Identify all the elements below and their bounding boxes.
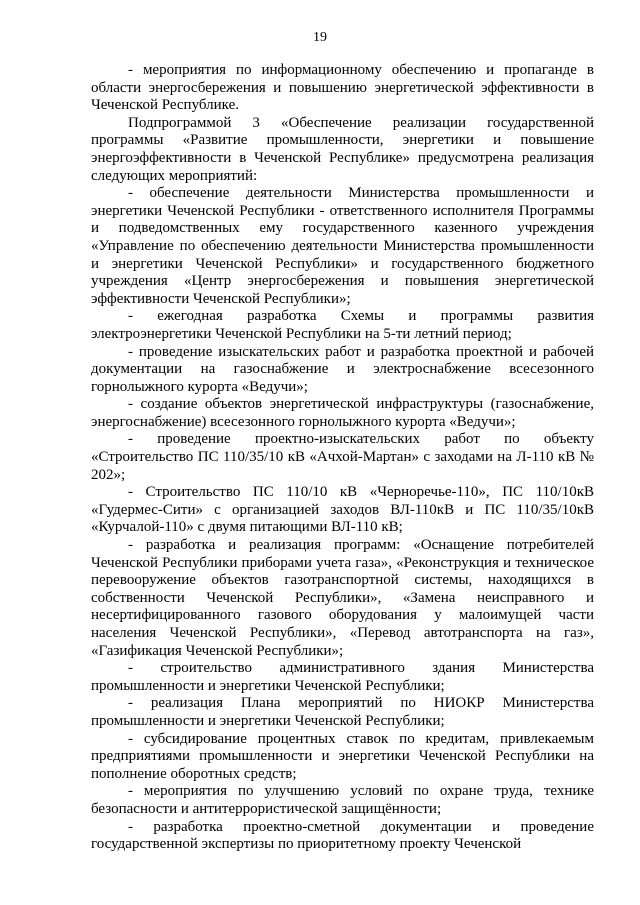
paragraph: - ежегодная разработка Схемы и программы развития электроэнергетики Чеченской Республики на 5-ти летний период; [91,308,594,342]
paragraph: - создание объектов энергетической инфраструктуры (газоснабжение, энергоснабжение) всесезонного горнолыжного курорта «Ведучи»; [91,396,594,430]
paragraph: - реализация Плана мероприятий по НИОКР Министерства промышленности и энергетики Чеченской Республики; [91,695,594,729]
document-body [91,62,594,854]
paragraph: - субсидирование процентных ставок по кредитам, привлекаемым предприятиями промышленности и энергетики Чеченской Республики на пополнение оборотных средств; [91,730,594,782]
paragraph: - мероприятия по улучшению условий по охране труда, технике безопасности и антитеррористической защищённости; [91,783,594,817]
paragraph: - проведение изыскательских работ и разработка проектной и рабочей документации на газоснабжение и электроснабжение всесезонного горнолыжного курорта «Ведучи»; [91,343,594,395]
page-number: 19 [313,30,327,45]
paragraph: - строительство административного здания Министерства промышленности и энергетики Чеченской Республики; [91,660,594,694]
paragraph: Подпрограммой 3 «Обеспечение реализации государственной программы «Развитие промышленности, энергетики и повышение энергоэффективности в Чеченской Республике» предусмотрена реализация следующих мероприятий: [91,114,594,184]
paragraph: - обеспечение деятельности Министерства промышленности и энергетики Чеченской Республики - ответственного исполнителя Программы и подведомственных ему государственного казенного учреждения «Управление по обеспечению деятельности Министерства промышленности и энергетики Чеченской Республики» и государственного бюджетного учреждения «Центр энергосбережения и повышения энергетической эффективности Чеченской Республики»; [91,185,594,307]
paragraph: - проведение проектно-изыскательских работ по объекту «Строительство ПС 110/35/10 кВ «Ачхой-Мартан» с заходами на Л-110 кВ № 202»; [91,431,594,483]
paragraph: - разработка и реализация программ: «Оснащение потребителей Чеченской Республики приборами учета газа», «Реконструкция и техническое перевооружение объектов газотранспортной системы, находящихся в собственности Чеченской Республики», «Замена неисправного и несертифицированного газового оборудования у малоимущей части населения Чеченской Республики», «Перевод автотранспорта на газ», «Газификация Чеченской Республики»; [91,537,594,659]
paragraph: - Строительство ПС 110/10 кВ «Черноречье-110», ПС 110/10кВ «Гудермес-Сити» с организацией заходов ВЛ-110кВ и ПС 110/35/10кВ «Курчалой-110» с двумя питающими ВЛ-110 кВ; [91,484,594,536]
paragraph: - мероприятия по информационному обеспечению и пропаганде в области энергосбережения и повышению энергетической эффективности в Чеченской Республике. [91,62,594,114]
paragraph: - разработка проектно-сметной документации и проведение государственной экспертизы по приоритетному проекту Чеченской [91,818,594,853]
